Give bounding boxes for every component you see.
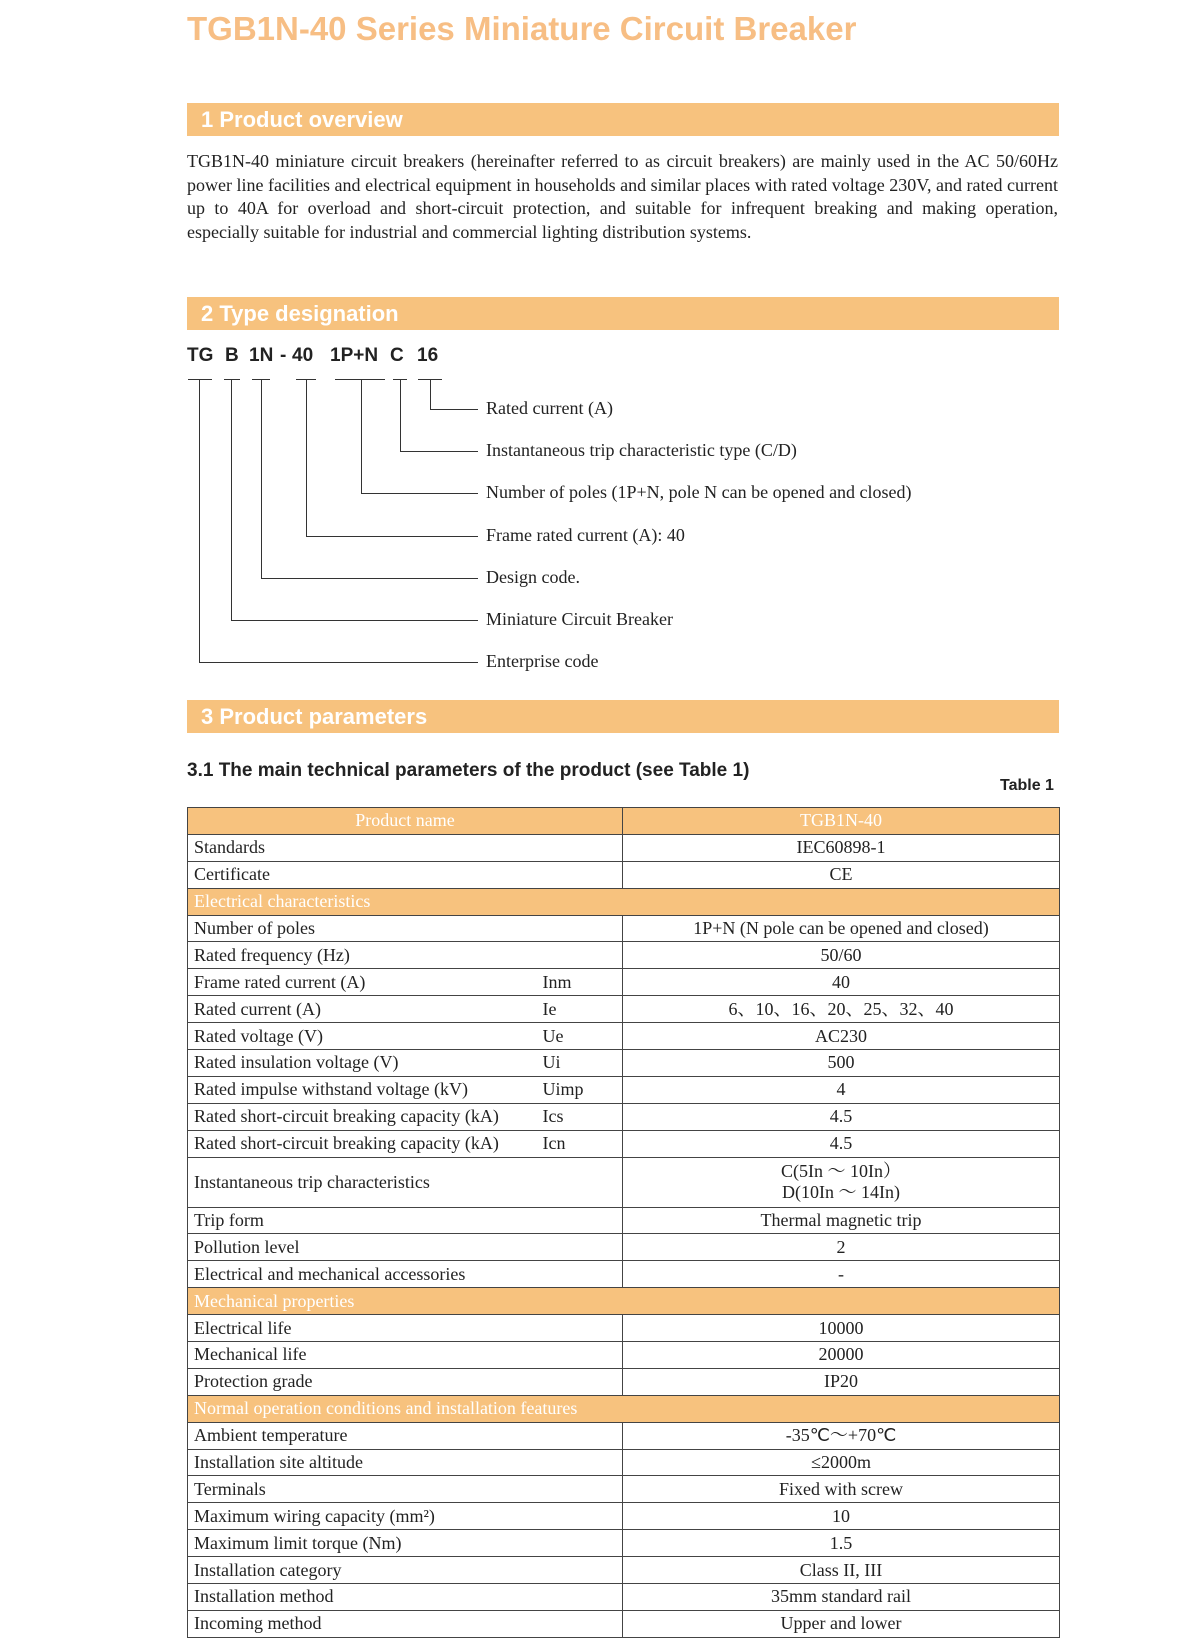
param-value: IEC60898-1 xyxy=(623,834,1060,861)
param-name: Pollution level xyxy=(188,1234,623,1261)
param-value: -35℃～+70℃ xyxy=(623,1422,1060,1449)
designation-label-rated-current: Rated current (A) xyxy=(486,398,613,418)
code-part-c: C xyxy=(390,345,404,366)
param-value: 20000 xyxy=(623,1342,1060,1369)
param-name: Rated voltage (V) xyxy=(188,1023,543,1050)
table-row xyxy=(188,915,1060,942)
param-value: Fixed with screw xyxy=(623,1476,1060,1503)
param-name: Electrical life xyxy=(188,1315,623,1342)
param-value: 4 xyxy=(623,1076,1060,1103)
overview-paragraph: TGB1N-40 miniature circuit breakers (hereinafter referred to as circuit breakers) are mainly used in the AC 50/60Hz power line facilities and electrical equipment in households and similar places with rated voltage 230V, and rated current up to 40A for overload and short-circuit protection, and suitable for infrequent breaking and making operation, especially suitable for industrial and commercial lighting distribution systems. xyxy=(187,151,1058,242)
param-value: 6、10、16、20、25、32、40 xyxy=(623,996,1060,1023)
leader-h-b xyxy=(231,620,478,621)
section-header-type-designation: 2 Type designation xyxy=(187,297,1059,330)
table-row xyxy=(188,1050,1060,1077)
param-symbol: Uimp xyxy=(543,1076,623,1103)
code-part-16: 16 xyxy=(417,345,439,366)
param-name: Ambient temperature xyxy=(188,1422,623,1449)
table-row xyxy=(188,1342,1060,1369)
param-name: Rated frequency (Hz) xyxy=(188,942,623,969)
table-row xyxy=(188,1315,1060,1342)
code-part-tg: TG xyxy=(187,345,214,366)
table-row xyxy=(188,942,1060,969)
category-label: Normal operation conditions and installation features xyxy=(188,1395,1060,1422)
table-row xyxy=(188,1530,1060,1557)
param-name: Instantaneous trip characteristics xyxy=(188,1157,623,1207)
param-symbol: Ics xyxy=(543,1103,623,1130)
param-value-line: C(5In ～ 10In） xyxy=(781,1161,902,1182)
designation-label-enterprise-code: Enterprise code xyxy=(486,651,599,671)
table-row xyxy=(188,969,1060,996)
table-header-row xyxy=(188,808,1060,835)
section-header-product-parameters: 3 Product parameters xyxy=(187,700,1059,733)
table-row xyxy=(188,1610,1060,1637)
code-part-1n: 1N xyxy=(249,345,274,366)
designation-label-mcb: Miniature Circuit Breaker xyxy=(486,609,673,629)
leader-v-b xyxy=(231,380,232,621)
param-name: Rated insulation voltage (V) xyxy=(188,1050,543,1077)
leader-v-16 xyxy=(430,380,431,410)
param-value: ≤2000m xyxy=(623,1449,1060,1476)
leader-v-poles xyxy=(361,380,362,494)
leader-v-1n xyxy=(261,380,262,579)
table-caption: Table 1 xyxy=(1000,777,1054,794)
category-row xyxy=(188,1288,1060,1315)
category-row xyxy=(188,888,1060,915)
header-product-name: Product name xyxy=(188,808,623,835)
table-row xyxy=(188,1503,1060,1530)
param-name: Standards xyxy=(188,834,623,861)
leader-v-tg xyxy=(199,380,200,663)
param-value: 10 xyxy=(623,1503,1060,1530)
param-name: Rated short-circuit breaking capacity (kA) xyxy=(188,1103,543,1130)
designation-label-frame-current: Frame rated current (A): 40 xyxy=(486,525,685,545)
table-row xyxy=(188,1103,1060,1130)
code-part-poles: 1P+N xyxy=(330,345,379,366)
section-header-overview: 1 Product overview xyxy=(187,103,1059,136)
param-name: Rated impulse withstand voltage (kV) xyxy=(188,1076,543,1103)
table-row xyxy=(188,861,1060,888)
table-row xyxy=(188,1584,1060,1611)
leader-h-40 xyxy=(306,536,478,537)
category-label: Electrical characteristics xyxy=(188,888,1060,915)
subsection-title: 3.1 The main technical parameters of the product (see Table 1) xyxy=(187,760,750,781)
category-label: Mechanical properties xyxy=(188,1288,1060,1315)
designation-label-trip-type: Instantaneous trip characteristic type (C/D) xyxy=(486,440,797,460)
code-part-dash: - xyxy=(280,345,287,366)
table-row xyxy=(188,1261,1060,1288)
leader-h-poles xyxy=(361,493,478,494)
table-row xyxy=(188,1234,1060,1261)
param-symbol: Icn xyxy=(543,1130,623,1157)
table-row xyxy=(188,1422,1060,1449)
param-value: 4.5 xyxy=(623,1103,1060,1130)
code-part-40: 40 xyxy=(292,345,314,366)
param-name: Mechanical life xyxy=(188,1342,623,1369)
param-name: Trip form xyxy=(188,1207,623,1234)
param-value-line: D(10In ～ 14In) xyxy=(782,1182,900,1203)
param-name: Terminals xyxy=(188,1476,623,1503)
designation-label-design-code: Design code. xyxy=(486,567,580,587)
leader-h-1n xyxy=(261,578,478,579)
param-name: Rated current (A) xyxy=(188,996,543,1023)
table-row xyxy=(188,1130,1060,1157)
param-name: Electrical and mechanical accessories xyxy=(188,1261,623,1288)
param-name: Maximum wiring capacity (mm²) xyxy=(188,1503,623,1530)
param-name: Installation method xyxy=(188,1584,623,1611)
category-row xyxy=(188,1395,1060,1422)
table-row xyxy=(188,996,1060,1023)
param-value: 40 xyxy=(623,969,1060,996)
page-title: TGB1N-40 Series Miniature Circuit Breaker xyxy=(187,10,857,47)
table-row xyxy=(188,1368,1060,1395)
param-name: Protection grade xyxy=(188,1368,623,1395)
leader-v-40 xyxy=(306,380,307,537)
param-value: 500 xyxy=(623,1050,1060,1077)
code-part-b: B xyxy=(225,345,239,366)
table-row xyxy=(188,1076,1060,1103)
leader-h-16 xyxy=(430,409,478,410)
table-row xyxy=(188,1557,1060,1584)
param-value: CE xyxy=(623,861,1060,888)
param-symbol: Ue xyxy=(543,1023,623,1050)
leader-v-c xyxy=(400,380,401,452)
param-value: 10000 xyxy=(623,1315,1060,1342)
param-value: 50/60 xyxy=(623,942,1060,969)
header-model: TGB1N-40 xyxy=(623,808,1060,835)
table-row xyxy=(188,1023,1060,1050)
param-value: AC230 xyxy=(623,1023,1060,1050)
param-symbol: Ui xyxy=(543,1050,623,1077)
param-value: 2 xyxy=(623,1234,1060,1261)
param-name: Rated short-circuit breaking capacity (kA) xyxy=(188,1130,543,1157)
parameters-table xyxy=(187,807,1060,1638)
param-name: Certificate xyxy=(188,861,623,888)
param-symbol: Inm xyxy=(543,969,623,996)
param-name: Number of poles xyxy=(188,915,623,942)
param-value: 1P+N (N pole can be opened and closed) xyxy=(623,915,1060,942)
leader-h-tg xyxy=(199,662,478,663)
param-value: 4.5 xyxy=(623,1130,1060,1157)
underline-poles xyxy=(335,379,385,380)
table-row xyxy=(188,1476,1060,1503)
param-name: Incoming method xyxy=(188,1610,623,1637)
param-value: Upper and lower xyxy=(623,1610,1060,1637)
table-row xyxy=(188,1207,1060,1234)
param-value xyxy=(623,1157,1060,1207)
param-name: Maximum limit torque (Nm) xyxy=(188,1530,623,1557)
param-value: 35mm standard rail xyxy=(623,1584,1060,1611)
param-value: - xyxy=(623,1261,1060,1288)
param-symbol: Ie xyxy=(543,996,623,1023)
table-row xyxy=(188,1157,1060,1207)
param-value: IP20 xyxy=(623,1368,1060,1395)
param-value: Thermal magnetic trip xyxy=(623,1207,1060,1234)
param-value: Class II, III xyxy=(623,1557,1060,1584)
param-name: Frame rated current (A) xyxy=(188,969,543,996)
table-row xyxy=(188,1449,1060,1476)
leader-h-c xyxy=(400,451,478,452)
param-name: Installation category xyxy=(188,1557,623,1584)
param-name: Installation site altitude xyxy=(188,1449,623,1476)
designation-label-poles: Number of poles (1P+N, pole N can be opened and closed) xyxy=(486,482,912,502)
table-row xyxy=(188,834,1060,861)
param-value: 1.5 xyxy=(623,1530,1060,1557)
